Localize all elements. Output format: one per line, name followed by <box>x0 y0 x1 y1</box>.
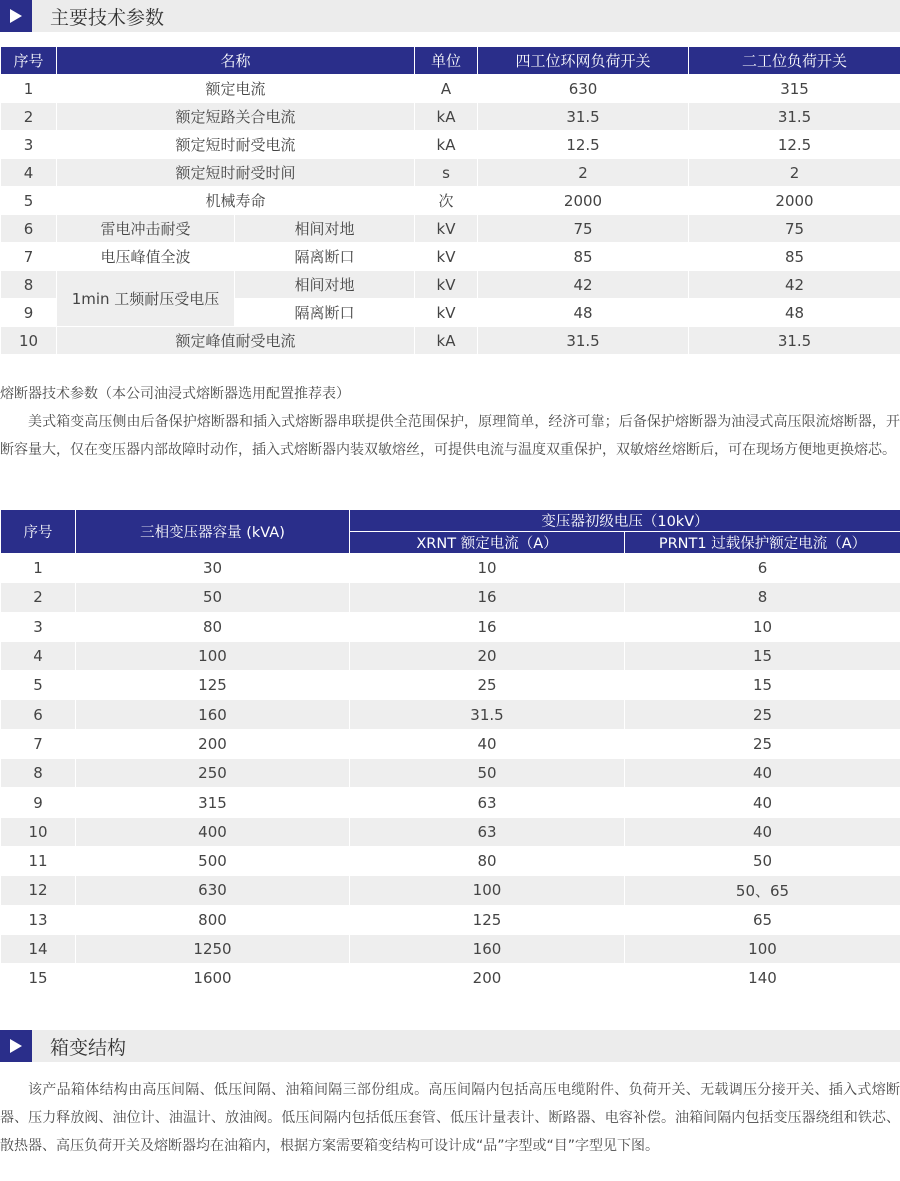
cell-unit: kA <box>415 103 478 131</box>
cell-prnt: 6 <box>625 554 900 583</box>
header-primary-voltage: 变压器初级电压（10kV） <box>350 510 900 532</box>
cell-xrnt: 20 <box>350 641 625 670</box>
cell-subname: 隔离断口 <box>235 299 415 327</box>
cell-value: 75 <box>689 215 900 243</box>
cell-no: 5 <box>1 671 76 700</box>
cell-subname: 隔离断口 <box>235 243 415 271</box>
cell-no: 12 <box>1 876 76 905</box>
cell-xrnt: 63 <box>350 817 625 846</box>
cell-value: 31.5 <box>689 327 900 355</box>
cell-value: 31.5 <box>478 103 689 131</box>
cell-subname: 相间对地 <box>235 215 415 243</box>
cell-unit: kA <box>415 131 478 159</box>
cell-unit: s <box>415 159 478 187</box>
table-row <box>1 327 900 355</box>
header-xrnt: XRNT 额定电流（A） <box>350 532 625 554</box>
cell-no: 3 <box>1 612 76 641</box>
cell-no: 8 <box>1 759 76 788</box>
cell-xrnt: 100 <box>350 876 625 905</box>
cell-no: 11 <box>1 846 76 875</box>
cell-value: 12.5 <box>689 131 900 159</box>
cell-name: 额定短时耐受电流 <box>57 131 415 159</box>
header-name: 名称 <box>57 47 415 75</box>
cell-name: 额定短时耐受时间 <box>57 159 415 187</box>
header-capacity: 三相变压器容量 (kVA) <box>76 510 350 554</box>
cell-capacity: 200 <box>76 729 350 758</box>
cell-prnt: 15 <box>625 671 900 700</box>
cell-prnt: 140 <box>625 964 900 993</box>
cell-value: 2 <box>478 159 689 187</box>
cell-no: 13 <box>1 905 76 934</box>
cell-unit: kA <box>415 327 478 355</box>
table-row <box>1 729 900 758</box>
cell-capacity: 160 <box>76 700 350 729</box>
table-row <box>1 159 900 187</box>
cell-xrnt: 40 <box>350 729 625 758</box>
header-no: 序号 <box>1 510 76 554</box>
cell-name: 额定短路关合电流 <box>57 103 415 131</box>
table-row <box>1 75 900 103</box>
cell-value: 31.5 <box>689 103 900 131</box>
cell-value: 75 <box>478 215 689 243</box>
cell-no: 7 <box>1 729 76 758</box>
cell-xrnt: 160 <box>350 934 625 963</box>
cell-prnt: 25 <box>625 729 900 758</box>
cell-unit: kV <box>415 299 478 327</box>
cell-unit: A <box>415 75 478 103</box>
section-header-structure <box>0 1030 900 1062</box>
table-row <box>1 554 900 583</box>
table-row <box>1 583 900 612</box>
cell-no: 5 <box>1 187 57 215</box>
cell-xrnt: 16 <box>350 583 625 612</box>
cell-xrnt: 125 <box>350 905 625 934</box>
table-header-row <box>1 47 900 75</box>
table-row <box>1 759 900 788</box>
cell-value: 42 <box>689 271 900 299</box>
spec-table <box>0 46 900 355</box>
cell-xrnt: 31.5 <box>350 700 625 729</box>
cell-xrnt: 80 <box>350 846 625 875</box>
cell-xrnt: 10 <box>350 554 625 583</box>
cell-value: 12.5 <box>478 131 689 159</box>
cell-capacity: 50 <box>76 583 350 612</box>
cell-value: 315 <box>689 75 900 103</box>
cell-xrnt: 200 <box>350 964 625 993</box>
table-row <box>1 700 900 729</box>
cell-unit: 次 <box>415 187 478 215</box>
fuse-title: 熔断器技术参数（本公司油浸式熔断器选用配置推荐表） <box>0 386 350 402</box>
cell-capacity: 250 <box>76 759 350 788</box>
cell-no: 1 <box>1 554 76 583</box>
cell-value: 42 <box>478 271 689 299</box>
header-no: 序号 <box>1 47 57 75</box>
table-row <box>1 131 900 159</box>
cell-no: 9 <box>1 299 57 327</box>
cell-no: 10 <box>1 327 57 355</box>
table-row <box>1 817 900 846</box>
table-row <box>1 612 900 641</box>
cell-value: 48 <box>689 299 900 327</box>
cell-capacity: 100 <box>76 641 350 670</box>
cell-xrnt: 63 <box>350 788 625 817</box>
cell-no: 3 <box>1 131 57 159</box>
cell-prnt: 50 <box>625 846 900 875</box>
table-row <box>1 934 900 963</box>
cell-value: 85 <box>478 243 689 271</box>
structure-paragraph: 该产品箱体结构由高压间隔、低压间隔、油箱间隔三部份组成。高压间隔内包括高压电缆附件、负荷开关、无载调压分接开关、插入式熔断器、压力释放阀、油位计、油温计、放油阀。低压间隔内包括低压套管、低压计量表计、断路器、电容补偿。油箱间隔内包括变压器绕组和铁芯、散热器、高压负荷开关及熔断器均在油箱内，根据方案需要箱变结构可设计成“品”字型或“目”字型见下图。 <box>0 1082 900 1154</box>
cell-no: 1 <box>1 75 57 103</box>
cell-xrnt: 50 <box>350 759 625 788</box>
cell-prnt: 40 <box>625 759 900 788</box>
cell-value: 2 <box>689 159 900 187</box>
cell-name: 电压峰值全波 <box>57 243 235 271</box>
cell-name: 雷电冲击耐受 <box>57 215 235 243</box>
cell-unit: kV <box>415 243 478 271</box>
cell-prnt: 8 <box>625 583 900 612</box>
cell-name: 额定电流 <box>57 75 415 103</box>
section-title: 主要技术参数 <box>50 6 165 29</box>
table-row <box>1 271 900 299</box>
table-row <box>1 641 900 670</box>
play-icon <box>0 0 32 32</box>
cell-no: 6 <box>1 700 76 729</box>
cell-no: 10 <box>1 817 76 846</box>
cell-capacity: 315 <box>76 788 350 817</box>
table-row <box>1 243 900 271</box>
cell-value: 630 <box>478 75 689 103</box>
table-row <box>1 964 900 993</box>
cell-unit: kV <box>415 215 478 243</box>
cell-prnt: 65 <box>625 905 900 934</box>
cell-unit: kV <box>415 271 478 299</box>
table-row <box>1 671 900 700</box>
cell-no: 14 <box>1 934 76 963</box>
cell-prnt: 100 <box>625 934 900 963</box>
cell-no: 2 <box>1 583 76 612</box>
section-title: 箱变结构 <box>50 1036 127 1059</box>
cell-name: 额定峰值耐受电流 <box>57 327 415 355</box>
cell-name: 1min 工频耐压受电压 <box>57 271 235 327</box>
fuse-paragraph: 美式箱变高压侧由后备保护熔断器和插入式熔断器串联提供全范围保护，原理简单，经济可靠；后备保护熔断器为油浸式高压限流熔断器，开断容量大，仅在变压器内部故障时动作，插入式熔断器内装双敏熔丝，可提供电流与温度双重保护，双敏熔丝熔断后，可在现场方便地更换熔芯。 <box>0 414 900 458</box>
header-four-position: 四工位环网负荷开关 <box>478 47 689 75</box>
table-header-row <box>1 510 900 532</box>
cell-no: 4 <box>1 159 57 187</box>
cell-no: 6 <box>1 215 57 243</box>
cell-value: 31.5 <box>478 327 689 355</box>
cell-value: 85 <box>689 243 900 271</box>
cell-no: 4 <box>1 641 76 670</box>
cell-no: 15 <box>1 964 76 993</box>
cell-name: 机械寿命 <box>57 187 415 215</box>
cell-prnt: 10 <box>625 612 900 641</box>
cell-xrnt: 16 <box>350 612 625 641</box>
cell-prnt: 25 <box>625 700 900 729</box>
cell-capacity: 800 <box>76 905 350 934</box>
table-row <box>1 103 900 131</box>
cell-value: 2000 <box>478 187 689 215</box>
cell-capacity: 125 <box>76 671 350 700</box>
header-prnt: PRNT1 过载保护额定电流（A） <box>625 532 900 554</box>
cell-capacity: 1250 <box>76 934 350 963</box>
header-unit: 单位 <box>415 47 478 75</box>
cell-no: 7 <box>1 243 57 271</box>
cell-capacity: 500 <box>76 846 350 875</box>
cell-prnt: 40 <box>625 817 900 846</box>
cell-no: 2 <box>1 103 57 131</box>
table-row <box>1 846 900 875</box>
cell-capacity: 30 <box>76 554 350 583</box>
cell-prnt: 50、65 <box>625 876 900 905</box>
play-icon <box>0 1030 32 1062</box>
table-row <box>1 215 900 243</box>
section-header-specs <box>0 0 900 32</box>
cell-no: 8 <box>1 271 57 299</box>
cell-capacity: 1600 <box>76 964 350 993</box>
header-two-position: 二工位负荷开关 <box>689 47 900 75</box>
cell-prnt: 40 <box>625 788 900 817</box>
table-row <box>1 876 900 905</box>
cell-value: 2000 <box>689 187 900 215</box>
cell-capacity: 400 <box>76 817 350 846</box>
cell-subname: 相间对地 <box>235 271 415 299</box>
cell-no: 9 <box>1 788 76 817</box>
fuse-table <box>0 509 900 993</box>
table-row <box>1 905 900 934</box>
table-row <box>1 788 900 817</box>
cell-prnt: 15 <box>625 641 900 670</box>
cell-xrnt: 25 <box>350 671 625 700</box>
cell-value: 48 <box>478 299 689 327</box>
cell-capacity: 80 <box>76 612 350 641</box>
cell-capacity: 630 <box>76 876 350 905</box>
table-row <box>1 187 900 215</box>
